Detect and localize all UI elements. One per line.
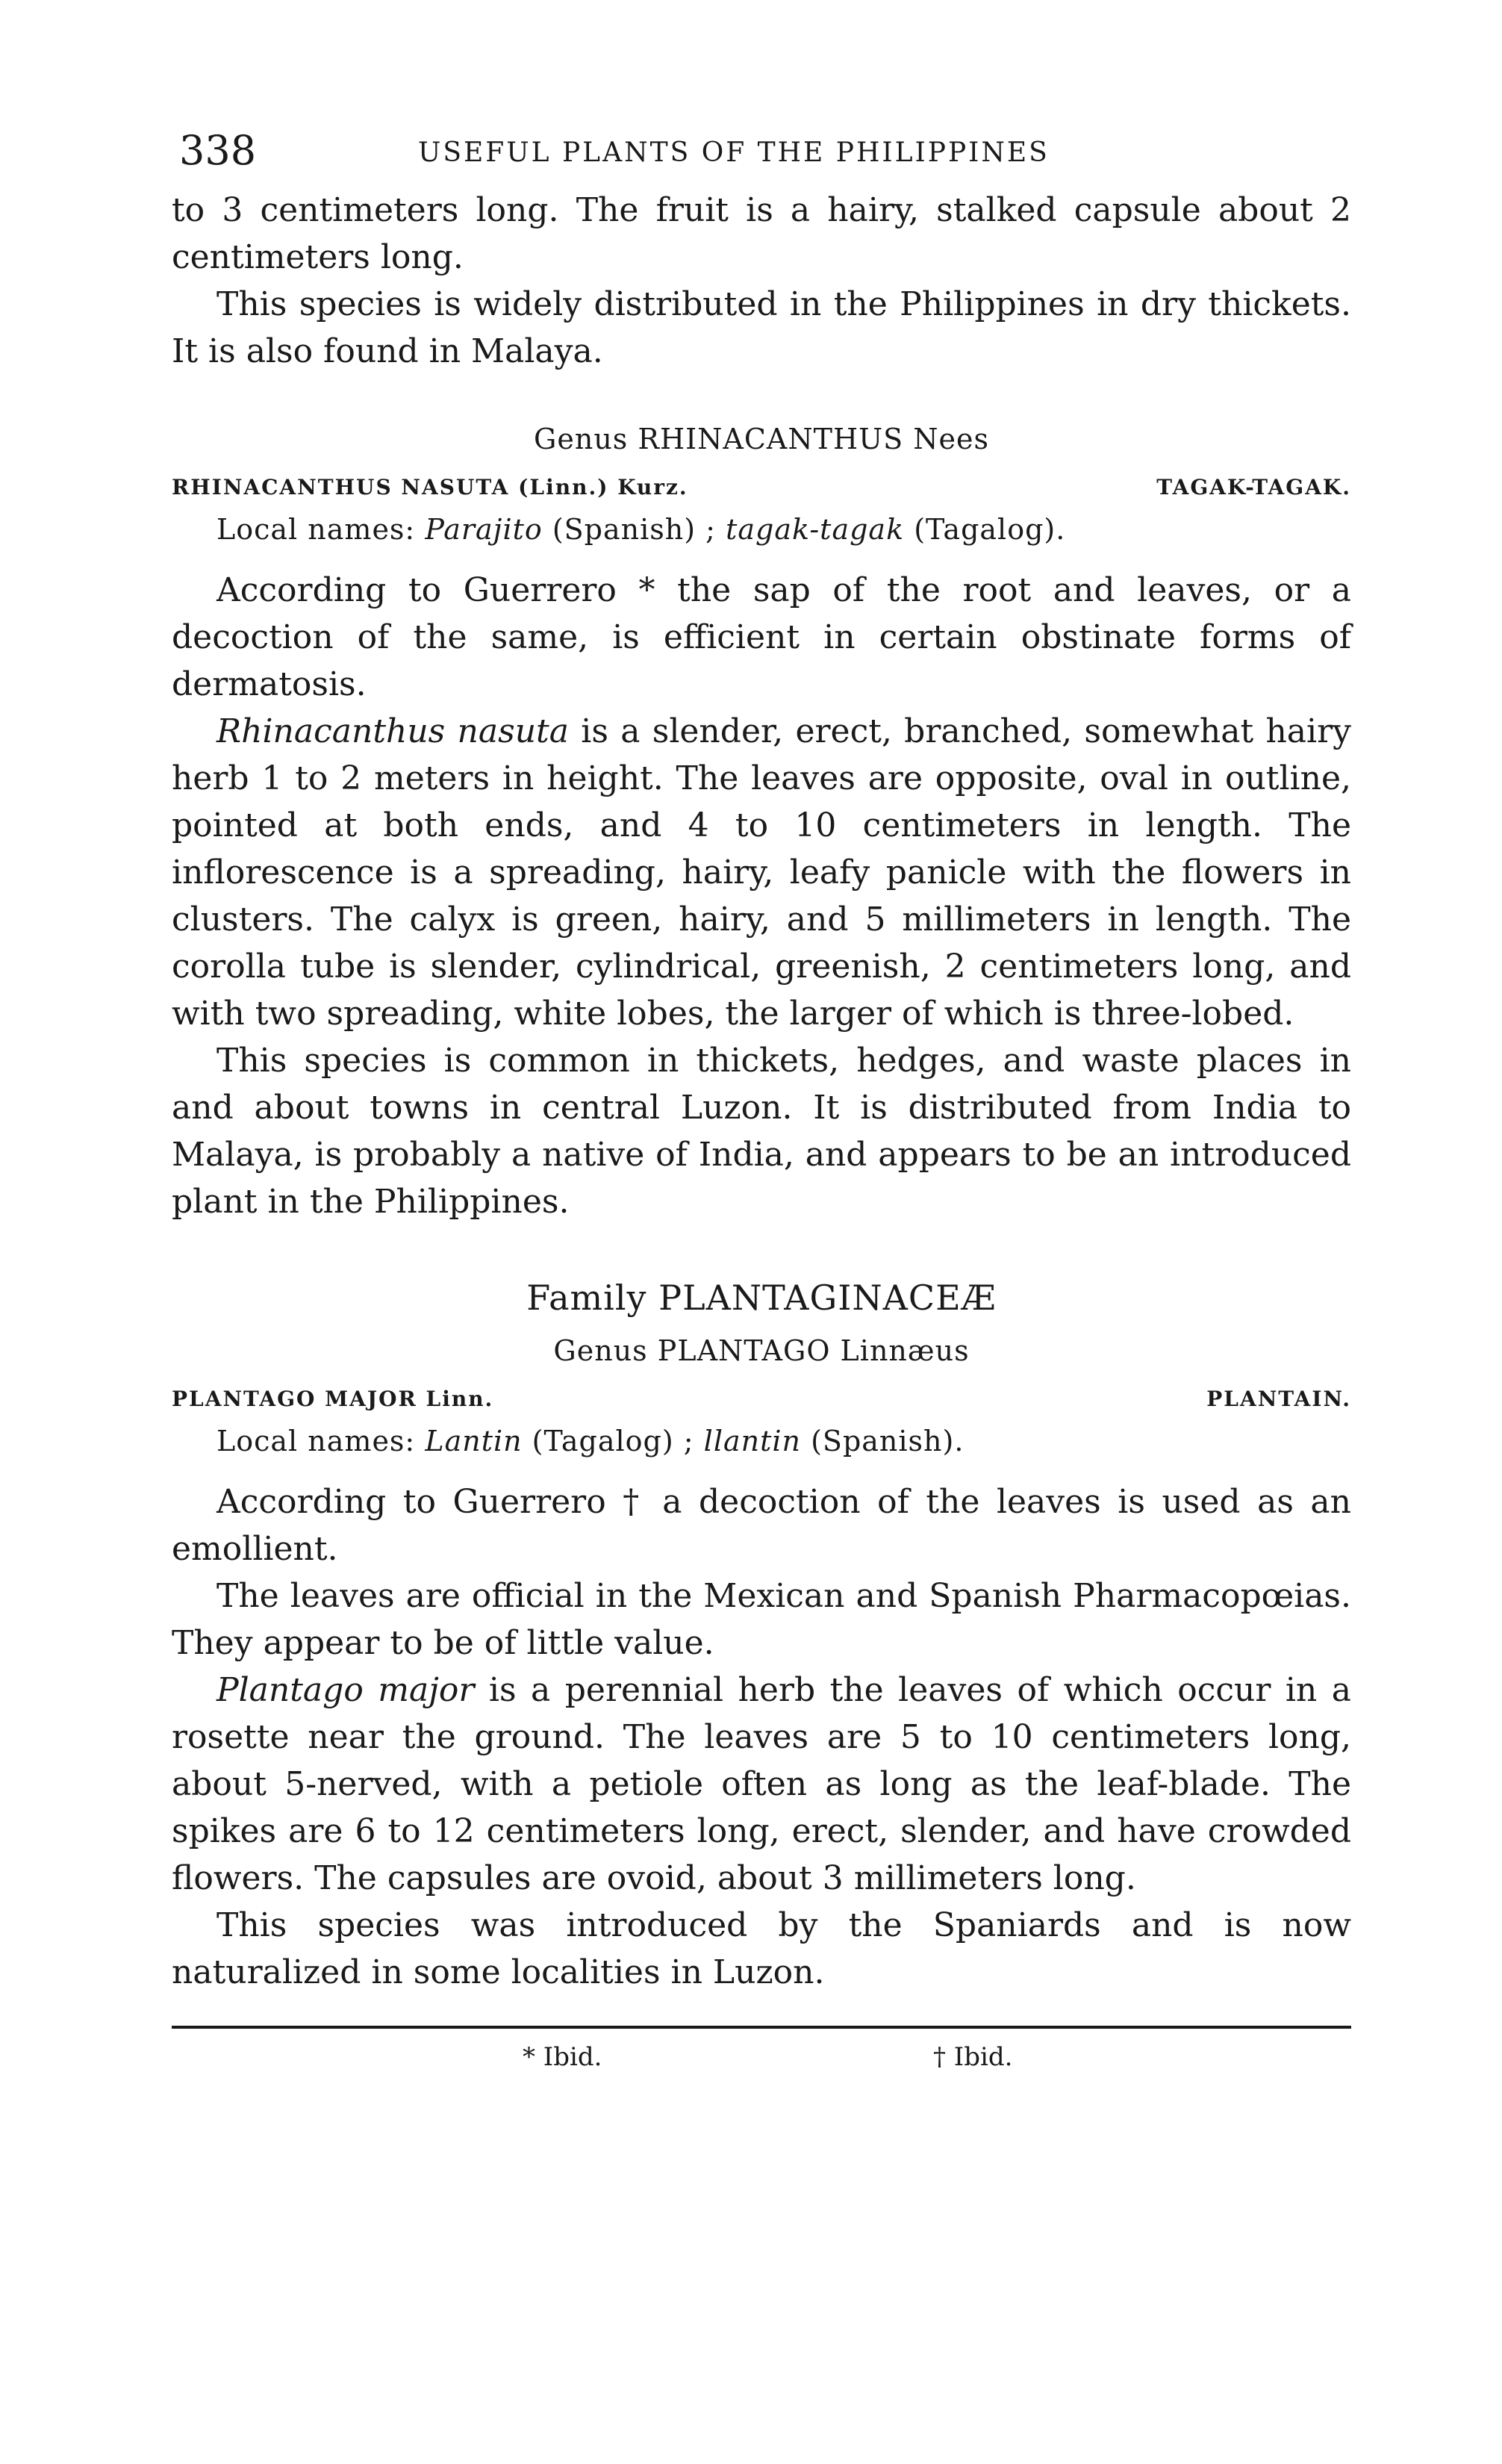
local-name-language: (Spanish) ; — [542, 513, 726, 546]
rhinacanthus-paragraph-3: This species is common in thickets, hedges, and waste places in and about towns in central Luzon. It is distributed from India to Malaya, is probably a native of India, and appears to be an introduced plant in the Philippines. — [172, 1042, 1351, 1221]
footnotes — [172, 2042, 1351, 2087]
local-name-language: (Spanish). — [801, 1425, 965, 1457]
local-names-rhinacanthus — [216, 513, 1351, 546]
intro-paragraph-1: to 3 centimeters long. The fruit is a hairy, stalked capsule about 2 centimeters long. — [172, 191, 1351, 276]
species-line-plantago — [172, 1387, 1351, 1411]
local-names-plantago — [216, 1425, 1351, 1457]
plantago-paragraph-2: The leaves are official in the Mexican and Spanish Pharmacopœias. They appear to be of little value. — [172, 1577, 1351, 1662]
common-name: PLANTAIN. — [1206, 1387, 1351, 1411]
intro-paragraph-2: This species is widely distributed in the Philippines in dry thickets. It is also found in Malaya. — [172, 285, 1351, 370]
page — [172, 127, 1351, 2087]
species-name: PLANTAGO MAJOR Linn. — [172, 1387, 494, 1411]
local-names-label: Local names: — [216, 513, 426, 546]
local-names-label: Local names: — [216, 1425, 426, 1457]
rhinacanthus-paragraph-1: According to Guerrero * the sap of the root and leaves, or a decoction of the same, is efficient in certain obstinate forms of dermatosis. — [172, 571, 1351, 703]
running-head — [172, 127, 1351, 187]
running-title: USEFUL PLANTS OF THE PHILIPPINES — [418, 137, 1050, 168]
plantago-paragraph-3 — [172, 1667, 1351, 1902]
paragraph-text: is a perennial herb the leaves of which occur in a rosette near the ground. The leaves are 5 to 10 centimeters long, about 5-nerved, with a petiole often as long as the leaf-blade. The spikes are 6 to 12 centimeters long, erect, slender, and have crowded flowers. The capsules are ovoid, about 3 millimeters long. — [172, 1671, 1351, 1897]
species-italic: Rhinacanthus nasuta — [216, 712, 569, 750]
plantago-paragraph-4: This species was introduced by the Spaniards and is now naturalized in some localities in Luzon. — [172, 1906, 1351, 1991]
local-name: Parajito — [425, 513, 543, 546]
local-name-language: (Tagalog) ; — [522, 1425, 704, 1457]
genus-heading-plantago: Genus PLANTAGO Linnæus — [553, 1334, 970, 1367]
paragraph-text: is a slender, erect, branched, somewhat hairy herb 1 to 2 meters in height. The leaves are opposite, oval in outline, pointed at both ends, and 4 to 10 centimeters in length. The inflorescence is a spreading, hairy, leafy panicle with the flowers in clusters. The calyx is green, hairy, and 5 millimeters in length. The corolla tube is slender, cylindrical, greenish, 2 centimeters long, and with two spreading, white lobes, the larger of which is three-lobed. — [172, 712, 1351, 1033]
local-name: tagak-tagak — [726, 513, 905, 546]
footnote-2: † Ibid. — [933, 2042, 1013, 2072]
local-name-language: (Tagalog). — [904, 513, 1066, 546]
species-line-rhinacanthus — [172, 475, 1351, 500]
genus-heading-rhinacanthus: Genus RHINACANTHUS Nees — [534, 423, 989, 455]
rhinacanthus-paragraph-2 — [172, 708, 1351, 1037]
local-name: Lantin — [425, 1425, 523, 1457]
plantago-paragraph-1: According to Guerrero † a decoction of the leaves is used as an emollient. — [172, 1483, 1351, 1568]
species-italic: Plantago major — [216, 1671, 475, 1709]
common-name: TAGAK-TAGAK. — [1156, 475, 1351, 500]
page-number: 338 — [179, 127, 257, 174]
family-heading-plantaginaceae: Family PLANTAGINACEÆ — [526, 1278, 997, 1318]
local-name: llantin — [703, 1425, 802, 1457]
species-name: RHINACANTHUS NASUTA (Linn.) Kurz. — [172, 475, 688, 500]
footnote-1: * Ibid. — [523, 2042, 602, 2072]
footnote-rule — [172, 2026, 1351, 2029]
